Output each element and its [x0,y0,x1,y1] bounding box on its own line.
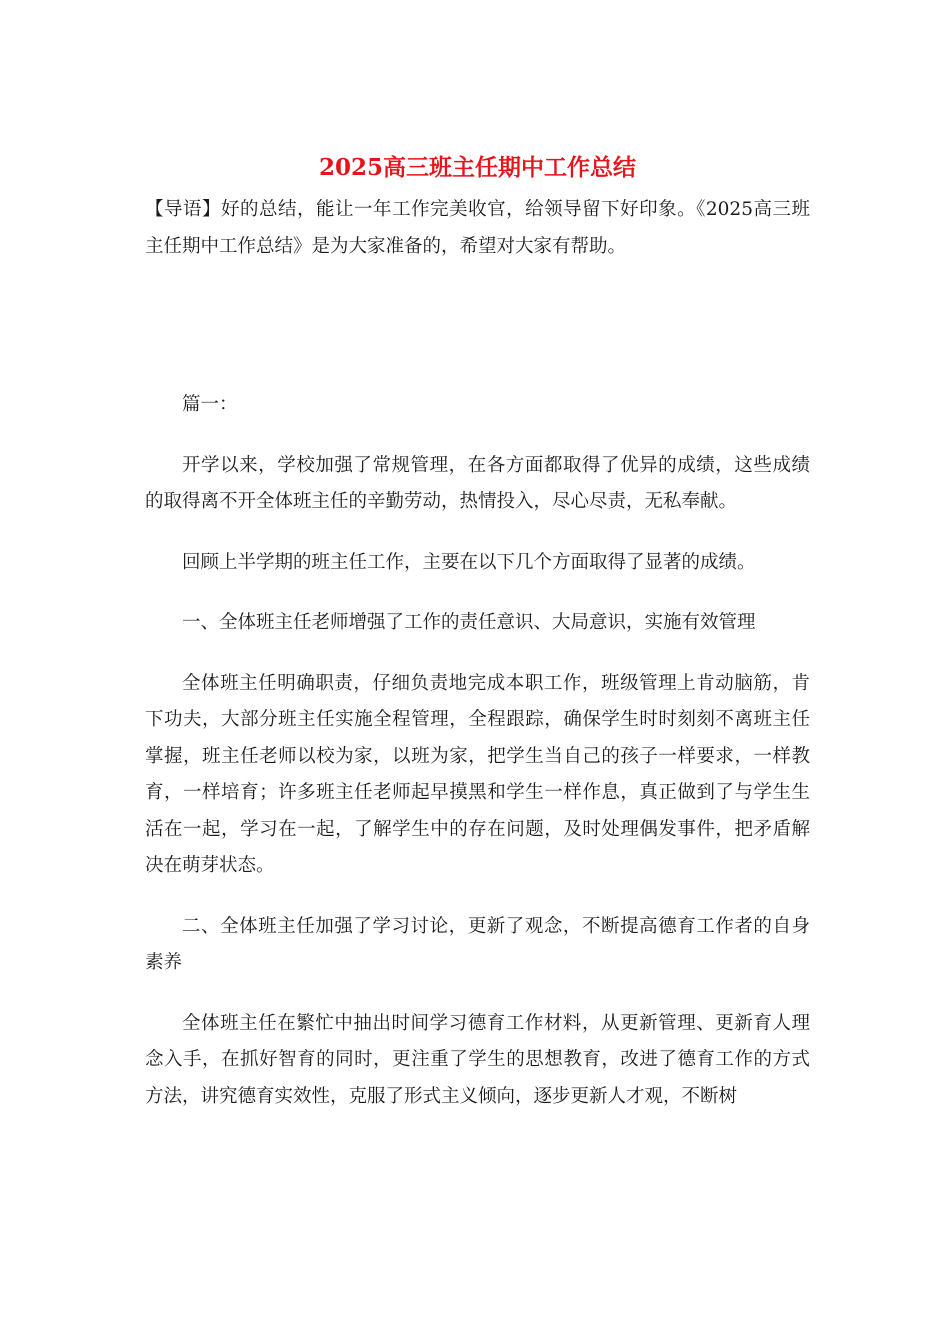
intro-paragraph: 【导语】好的总结，能让一年工作完美收官，给领导留下好印象。《2025高三班主任期中工作总结》是为大家准备的，希望对大家有帮助。 [145,199,810,257]
body-paragraph: 开学以来，学校加强了常规管理，在各方面都取得了优异的成绩，这些成绩的取得离不开全体班主任的辛勤劳动，热情投入，尽心尽责，无私奉献。 [145,454,810,512]
section-label: 篇一： [182,394,238,415]
spacer [145,265,810,387]
body-paragraph: 全体班主任在繁忙中抽出时间学习德育工作材料，从更新管理、更新育人理念入手，在抓好智育的同时，更注重了学生的思想教育，改进了德育工作的方式方法，讲究德育实效性，克服了形式主义倾向，逐步更新人才观，不断树 [145,1012,810,1107]
section-heading: 二、全体班主任加强了学习讨论，更新了观念，不断提高德育工作者的自身素养 [145,915,810,973]
section-heading: 一、全体班主任老师增强了工作的责任意识、大局意识，实施有效管理 [182,612,756,633]
body-paragraph: 回顾上半学期的班主任工作，主要在以下几个方面取得了显著的成绩。 [182,551,756,573]
document-title: 2025高三班主任期中工作总结 [318,154,636,181]
document-body [145,148,810,1115]
body-paragraph: 全体班主任明确职责，仔细负责地完成本职工作，班级管理上肯动脑筋，肯下功夫，大部分班主任实施全程管理，全程跟踪，确保学生时时刻刻不离班主任掌握，班主任老师以校为家，以班为家，把学生当自己的孩子一样要求，一样教育，一样培育；许多班主任老师起早摸黑和学生一样作息，真正做到了与学生生活在一起，学习在一起，了解学生中的存在问题，及时处理偶发事件，把矛盾解决在萌芽状态。 [145,672,810,876]
